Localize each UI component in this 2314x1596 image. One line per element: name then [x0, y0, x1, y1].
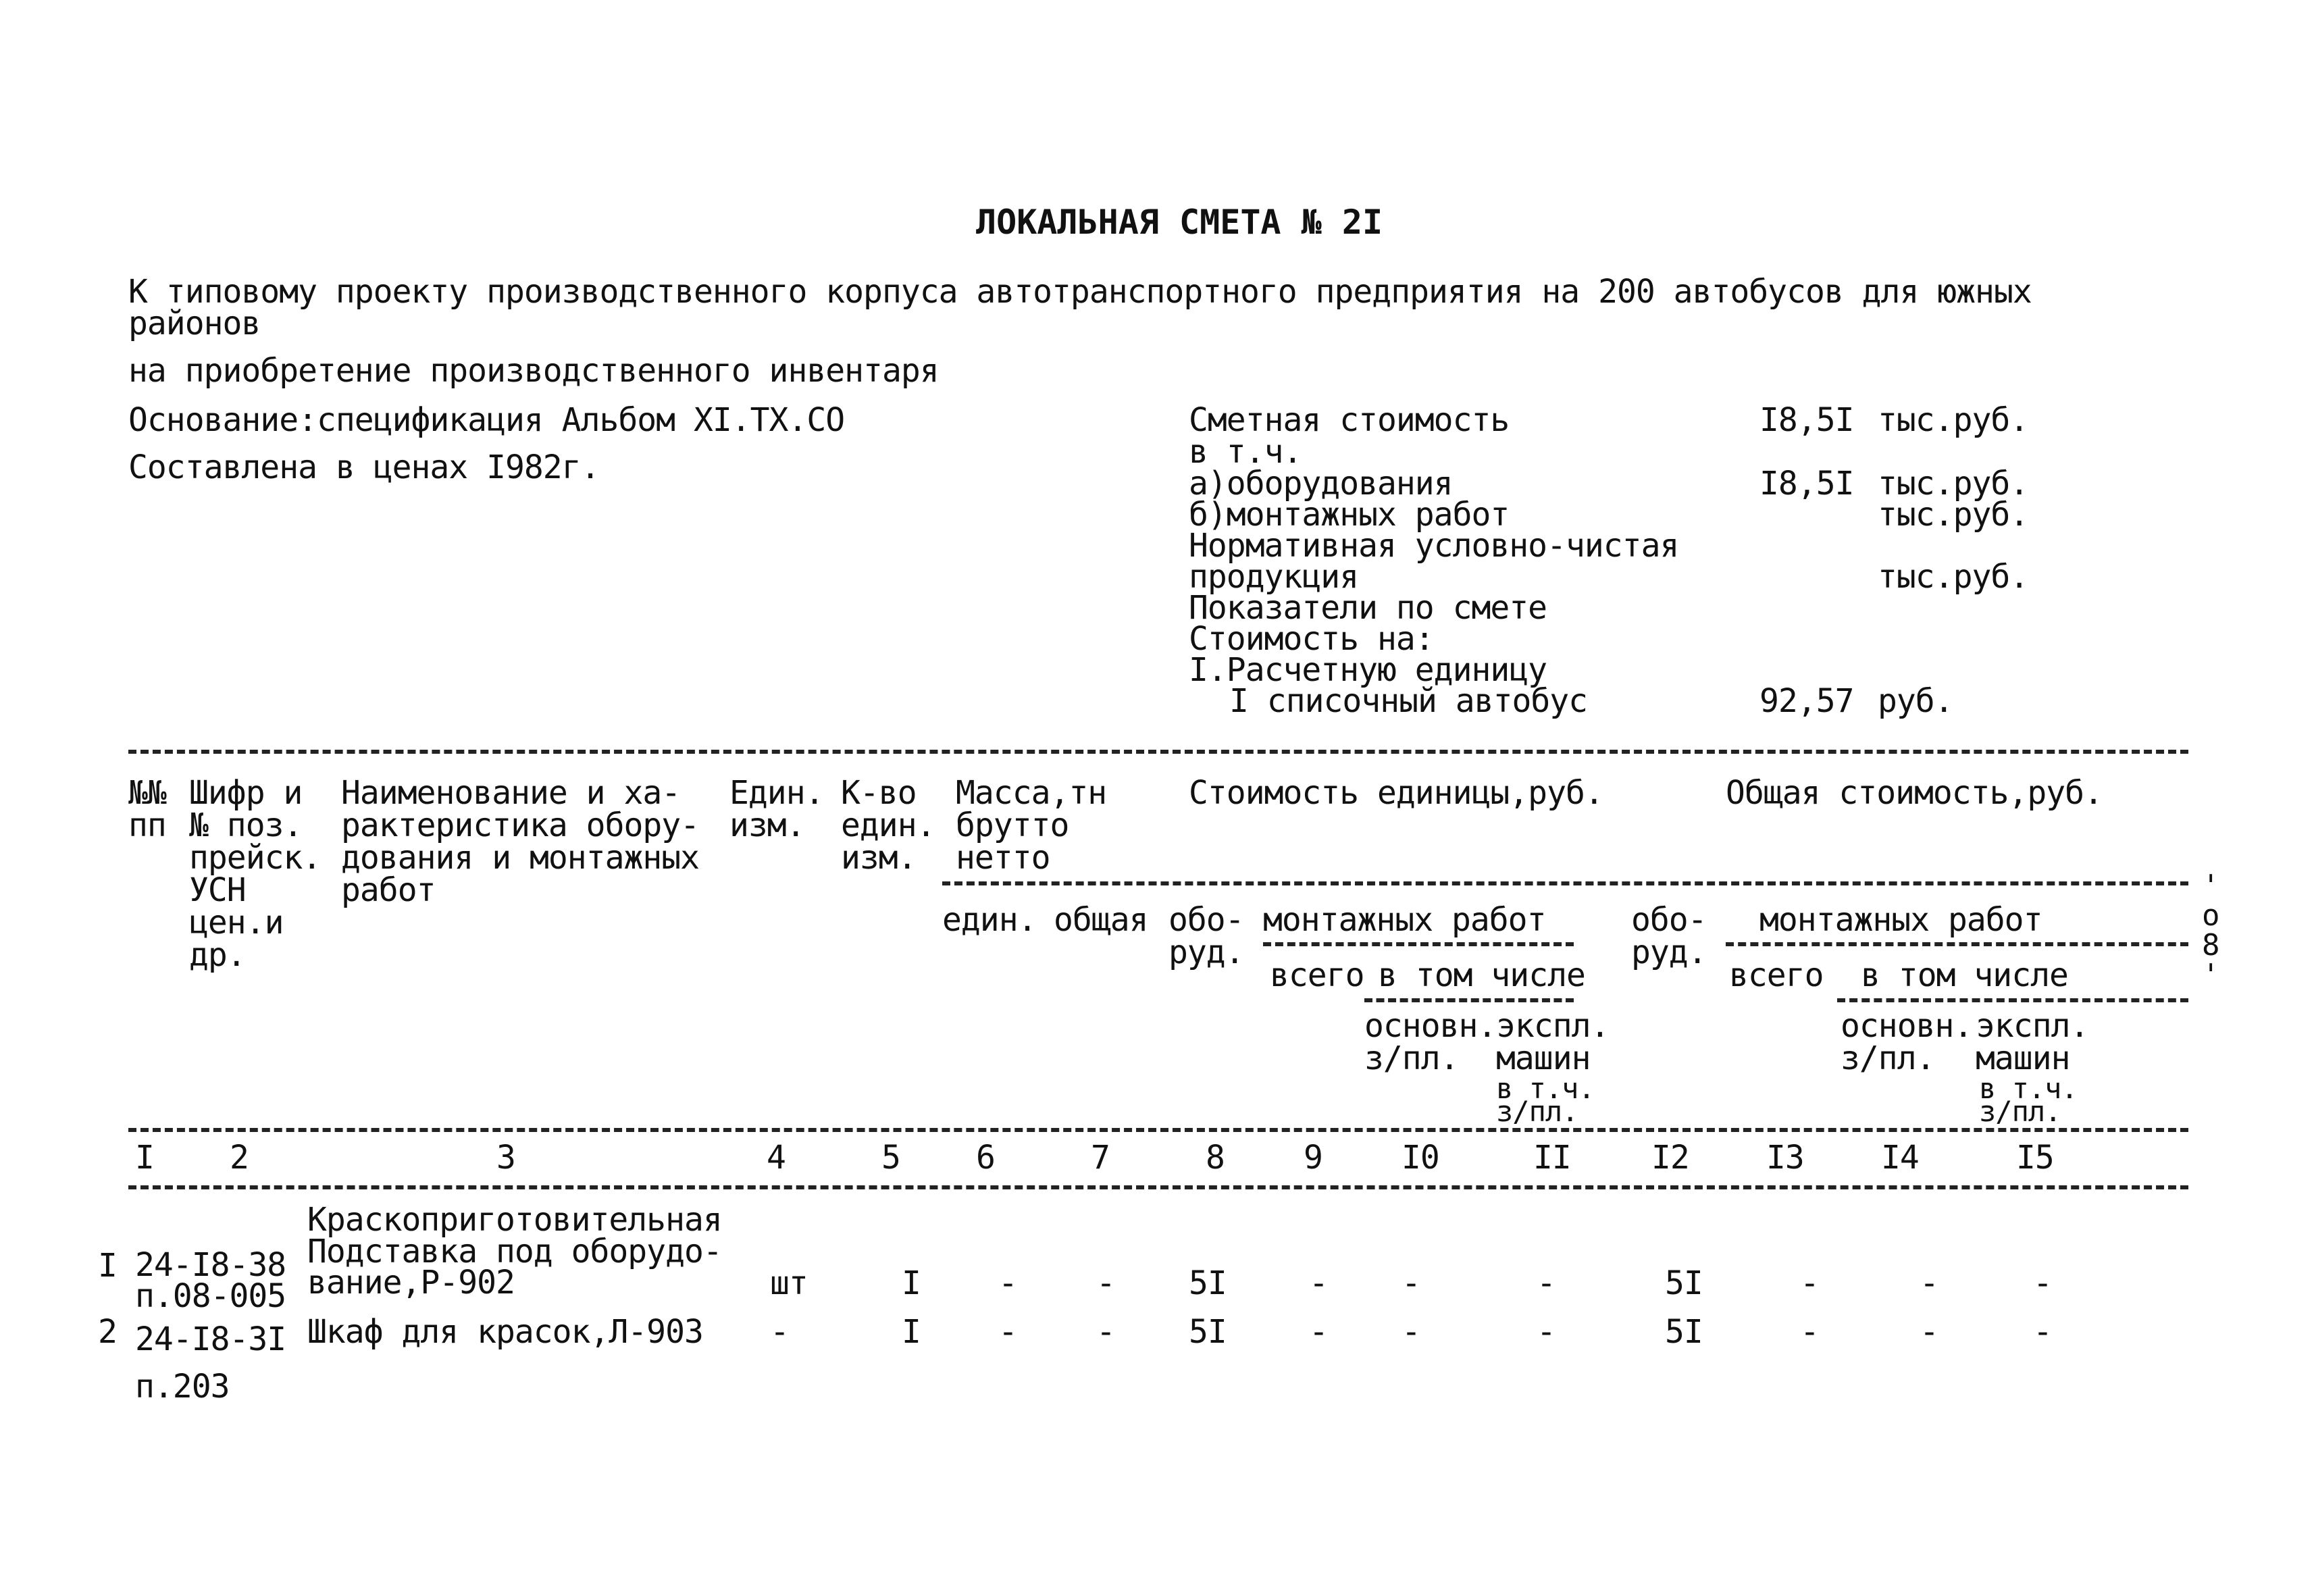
- colnum-8: 8: [1206, 1139, 1225, 1177]
- purpose-line: на приобретение производственного инвентаря: [128, 352, 939, 390]
- bus-value: 92,57: [1759, 682, 1854, 720]
- estimated-cost-label: Сметная стоимость: [1189, 401, 1510, 439]
- colnum-13: I3: [1766, 1139, 1804, 1177]
- column-numbers-top-rule: [128, 1128, 2188, 1132]
- table-row-2-unit: -: [770, 1313, 789, 1351]
- unit-equip-header: обо- руд.: [1168, 901, 1244, 971]
- document-title: ЛОКАЛЬНАЯ СМЕТА № 2I: [976, 203, 1383, 242]
- unit-install-header: монтажных работ: [1263, 901, 1546, 939]
- indicators-label: Показатели по смете: [1189, 589, 1547, 627]
- header-rule-3b: [1837, 998, 2188, 1002]
- table-row-1-number: I: [98, 1247, 117, 1285]
- colnum-4: 4: [767, 1139, 786, 1177]
- col-qty-header: К-во един. изм.: [841, 774, 935, 877]
- estimated-cost-unit: тыс.руб.: [1878, 401, 2029, 439]
- normative-unit: тыс.руб.: [1878, 558, 2029, 596]
- total-equip-header: обо- руд.: [1631, 901, 1707, 971]
- table-row-1-c7: -: [1096, 1264, 1115, 1302]
- colnum-6: 6: [976, 1139, 995, 1177]
- header-rule-1: [942, 881, 2188, 885]
- total-install-header: монтажных работ: [1759, 901, 2042, 939]
- bus-label: I списочный автобус: [1229, 682, 1588, 720]
- table-row-1-c15: -: [2033, 1264, 2052, 1302]
- estimated-cost-value: I8,5I: [1759, 401, 1854, 439]
- table-row-1-c6: -: [998, 1264, 1017, 1302]
- colnum-3: 3: [496, 1139, 515, 1177]
- unit-total-header: всего: [1270, 956, 1364, 994]
- table-row-2-code: 24-I8-3I п.203: [135, 1320, 286, 1406]
- table-row-2-c11: -: [1537, 1313, 1555, 1351]
- side-margin-mark: ' о 8 ': [2202, 869, 2219, 992]
- table-row-2-number: 2: [98, 1313, 117, 1351]
- unit-machine-header: экспл. машин: [1496, 1007, 1610, 1077]
- colnum-9: 9: [1304, 1139, 1322, 1177]
- total-cost-header: Общая стоимость,руб.: [1726, 774, 2103, 812]
- installation-label: б)монтажных работ: [1189, 496, 1510, 534]
- total-basic-wage-header: основн. з/пл.: [1841, 1007, 1973, 1077]
- table-row-2-c12: 5I: [1665, 1313, 1703, 1351]
- table-row-1-c13: -: [1800, 1264, 1819, 1302]
- col-code-header: Шифр и № поз. прейск. УСН цен.и др.: [189, 774, 322, 974]
- table-row-2-c8: 5I: [1189, 1313, 1227, 1351]
- table-row-2-c13: -: [1800, 1313, 1819, 1351]
- section-title: Краскоприготовительная: [307, 1201, 722, 1239]
- colnum-11: II: [1533, 1139, 1571, 1177]
- table-row-1-c11: -: [1537, 1264, 1555, 1302]
- subtitle-line-2: районов: [128, 305, 261, 342]
- table-row-1-c14: -: [1920, 1264, 1938, 1302]
- total-including-header: в том числе: [1861, 956, 2068, 994]
- table-row-2-c14: -: [1920, 1313, 1938, 1351]
- table-row-1-qty: I: [902, 1264, 921, 1302]
- col-mass-header: Масса,тн брутто нетто: [956, 774, 1107, 877]
- col-unit-header: Един. изм.: [729, 774, 824, 844]
- unit-basic-wage-header: основн. з/пл.: [1364, 1007, 1497, 1077]
- total-total-header: всего: [1729, 956, 1824, 994]
- table-row-2-c10: -: [1402, 1313, 1420, 1351]
- equipment-value: I8,5I: [1759, 465, 1854, 503]
- colnum-14: I4: [1881, 1139, 1919, 1177]
- total-incl-wage-header: в т.ч. з/пл.: [1979, 1072, 2078, 1128]
- unit-including-header: в том числе: [1378, 956, 1585, 994]
- colnum-10: I0: [1402, 1139, 1439, 1177]
- header-rule-2b: [1726, 942, 2188, 946]
- table-row-2-c6: -: [998, 1313, 1017, 1351]
- normative-label-2: продукция: [1189, 558, 1359, 596]
- installation-unit: тыс.руб.: [1878, 496, 2029, 534]
- table-top-rule: [128, 750, 2188, 754]
- subtitle-line-1: К типовому проекту производственного корпуса автотранспортного предприятия на 200 автобусов для южных: [128, 273, 2032, 311]
- normative-label-1: Нормативная условно-чистая: [1189, 527, 1679, 565]
- table-row-1-unit: шт: [770, 1264, 808, 1302]
- col-number-header: №№ пп: [128, 774, 166, 844]
- table-row-1-code: 24-I8-38 п.08-005: [135, 1246, 286, 1315]
- mass-unit-header: един.: [942, 901, 1037, 939]
- colnum-1: I: [135, 1139, 154, 1177]
- bus-unit: руб.: [1878, 682, 1953, 720]
- table-row-1-c9: -: [1309, 1264, 1328, 1302]
- total-machine-header: экспл. машин: [1976, 1007, 2089, 1077]
- including-label: в т.ч.: [1189, 433, 1302, 471]
- colnum-15: I5: [2016, 1139, 2054, 1177]
- equipment-label: а)оборудования: [1189, 465, 1453, 503]
- unit-cost-header: Стоимость единицы,руб.: [1189, 774, 1603, 812]
- mass-total-header: общая: [1054, 901, 1148, 939]
- table-row-2-c9: -: [1309, 1313, 1328, 1351]
- basis-line: Основание:спецификация Альбом XI.TX.CO: [128, 401, 845, 439]
- equipment-unit: тыс.руб.: [1878, 465, 2029, 503]
- unit-incl-wage-header: в т.ч. з/пл.: [1496, 1072, 1595, 1128]
- unit-label: I.Расчетную единицу: [1189, 651, 1547, 689]
- column-numbers-bottom-rule: [128, 1185, 2188, 1189]
- compiled-line: Составлена в ценах I982г.: [128, 448, 600, 486]
- table-row-2-qty: I: [902, 1313, 921, 1351]
- cost-per-label: Стоимость на:: [1189, 620, 1434, 658]
- colnum-5: 5: [881, 1139, 900, 1177]
- table-row-2-c15: -: [2033, 1313, 2052, 1351]
- colnum-7: 7: [1091, 1139, 1110, 1177]
- header-rule-3a: [1364, 998, 1574, 1002]
- header-rule-2a: [1263, 942, 1574, 946]
- table-row-1-c8: 5I: [1189, 1264, 1227, 1302]
- colnum-2: 2: [230, 1139, 249, 1177]
- table-row-1-c10: -: [1402, 1264, 1420, 1302]
- table-row-1-c12: 5I: [1665, 1264, 1703, 1302]
- table-row-2-c7: -: [1096, 1313, 1115, 1351]
- colnum-12: I2: [1651, 1139, 1689, 1177]
- col-name-header: Наименование и ха- рактеристика обору- дования и монтажных работ: [341, 774, 700, 909]
- table-row-1-name: Подставка под оборудо- вание,Р-902: [307, 1233, 722, 1302]
- table-row-2-name: Шкаф для красок,Л-903: [307, 1313, 703, 1351]
